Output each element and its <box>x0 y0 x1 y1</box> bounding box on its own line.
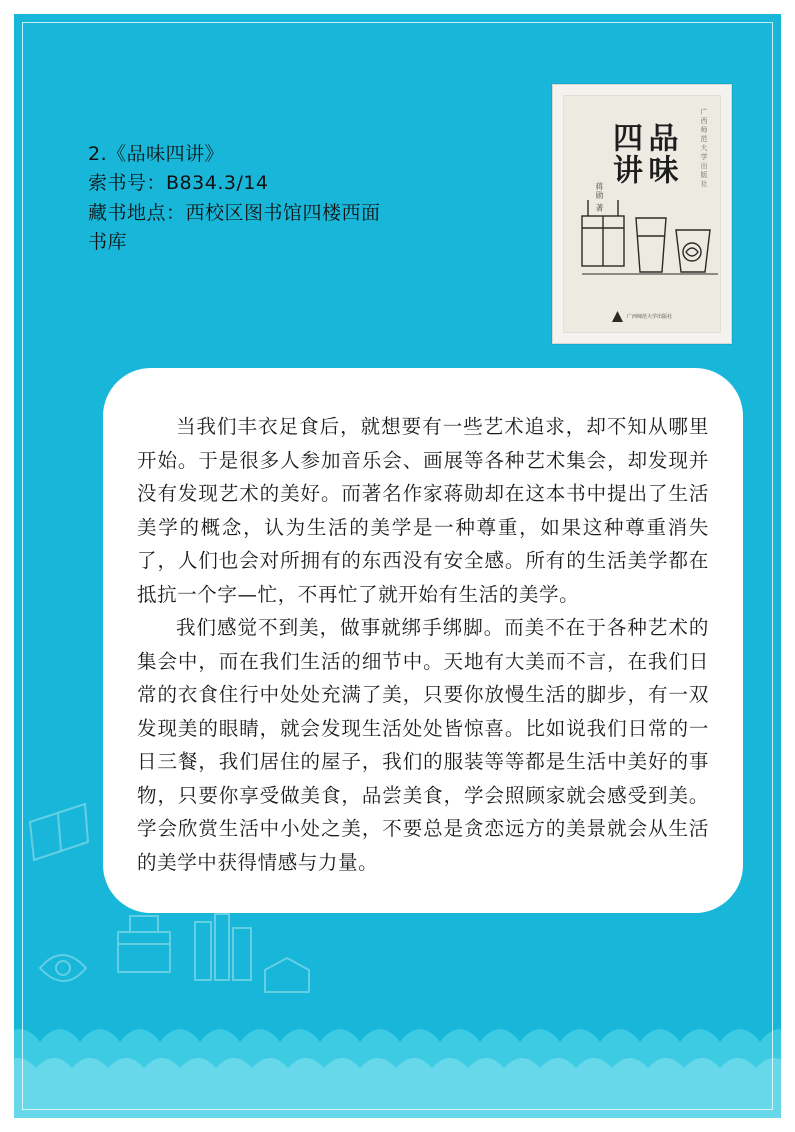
cover-logo-text: 广西师范大学出版社 <box>626 314 673 320</box>
cover-publisher-mark: 广西师范大学出版社 <box>700 108 707 189</box>
publisher-logo-icon <box>612 311 623 322</box>
cover-title-col-left: 四讲 <box>607 122 642 186</box>
page-edge-left <box>0 0 14 1132</box>
page-edge-top <box>0 0 795 14</box>
book-title: 2.《品味四讲》 <box>88 143 225 165</box>
page-edge-right <box>781 0 795 1132</box>
page-edge-bottom <box>0 1118 795 1132</box>
cover-title-col-right: 品味 <box>642 122 678 186</box>
wave-decoration <box>0 998 795 1118</box>
review-card <box>103 368 743 913</box>
location-line-cont: 书库 <box>88 231 128 254</box>
call-number-label: 索书号： <box>88 172 167 195</box>
review-paragraph-2: 我们感觉不到美，做事就绑手绑脚。而美不在于各种艺术的集会中，而在我们生活的细节中。天地有大美而不言，在我们日常的衣食住行中处处充满了美，只要你放慢生活的脚步，有一双发现美的眼睛，就会发现生活处处皆惊喜。比如说我们日常的一日三餐，我们居住的屋子，我们的服装等等都是生活中美好的事物，只要你享受做美食，品尝美食，学会照顾家就会感受到美。学会欣赏生活中小处之美，不要总是贪恋远方的美景就会从生活的美学中获得情感与力量。 <box>137 616 709 874</box>
call-number-line <box>88 169 488 198</box>
location-value: 西校区图书馆四楼西面 <box>185 201 381 224</box>
cover-inner-frame <box>563 95 721 333</box>
cover-title <box>609 122 676 186</box>
cover-author: 蒋勋 著 <box>595 182 604 213</box>
review-text <box>103 368 743 913</box>
cover-illustration <box>576 188 726 298</box>
location-label: 藏书地点： <box>88 201 186 224</box>
review-paragraph-1: 当我们丰衣足食后，就想要有一些艺术追求，却不知从哪里开始。于是很多人参加音乐会、画展等各种艺术集会，却发现并没有发现艺术的美好。而著名作家蒋勋却在这本书中提出了生活美学的概念，认为生活的美学是一种尊重，如果这种尊重消失了，人们也会对所拥有的东西没有安全感。所有的生活美学都在抵抗一个字—忙，不再忙了就开始有生活的美学。 <box>137 415 709 606</box>
call-number-value: B834.3/14 <box>166 172 269 195</box>
book-cover-image <box>552 84 732 344</box>
location-line <box>88 199 488 228</box>
cover-publisher-logo <box>612 311 672 322</box>
book-entry <box>88 140 488 258</box>
